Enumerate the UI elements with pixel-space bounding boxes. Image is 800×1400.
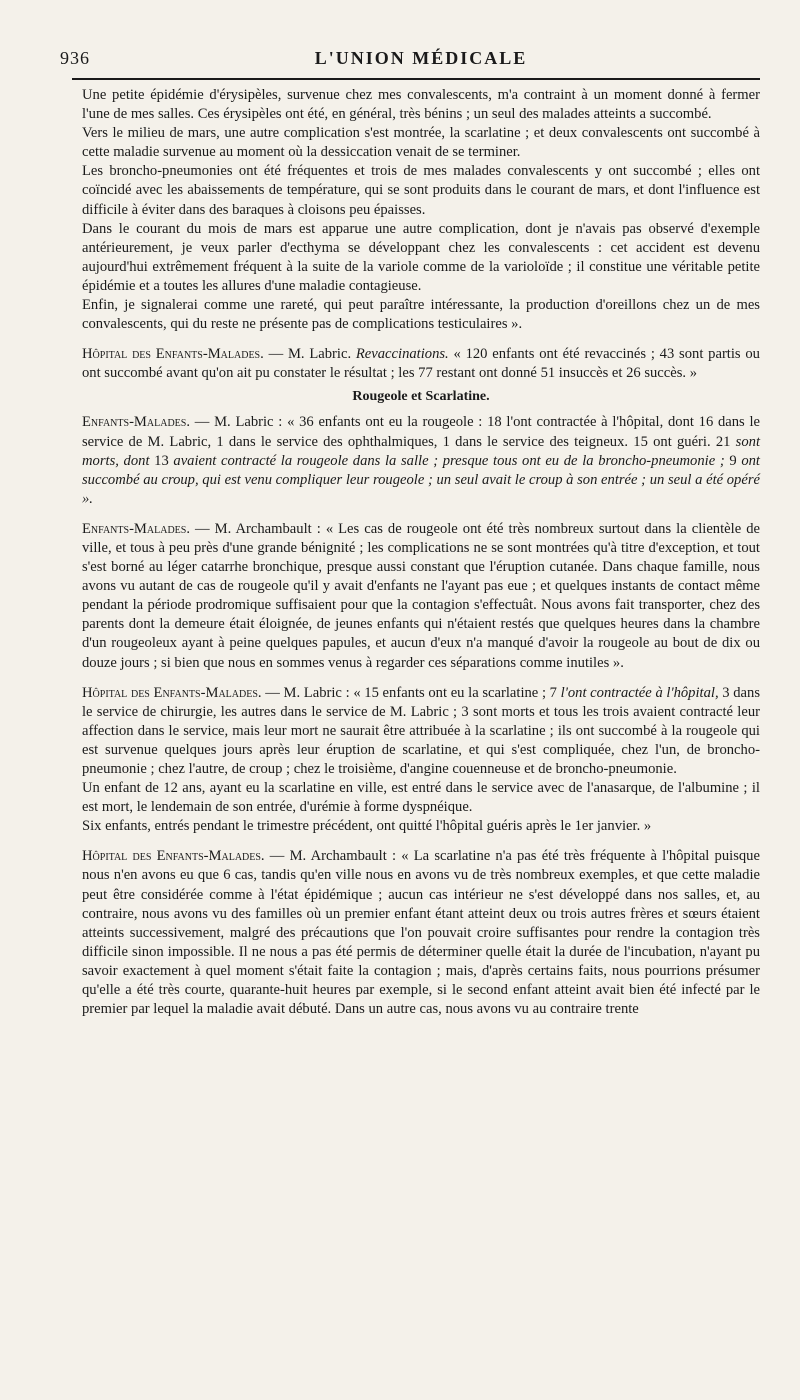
- rougeole-labric-italic-3: ont succombé au croup, qui est venu compliquer leur rougeole ; un seul avait le croup à son entrée ; un seul a été opéré ».: [82, 452, 760, 507]
- section-title: Rougeole et Scarlatine.: [352, 389, 490, 405]
- scarlatine-labric-text-2: 3 dans le service de chirurgie, les autres dans le service de M. Labric ; 3 sont morts et tous les trois avaient contracté leur affection dans le service, mais leur mort ne saurait être attribuée à la scarlatine ; ils ont succombé à la rougeole qui est survenue quelques jours après leur éruption de scarlatine, et qui s'est compliquée, chez l'un, de broncho-pneumonie ; chez l'autre, de croup ; chez le troisième, d'angine couenneuse et de broncho-pneumonie.: [82, 684, 761, 777]
- scarlatine-labric-text-1: « 15 enfants ont eu la scarlatine ; 7: [353, 684, 557, 701]
- rougeole-labric-italic-1: sont morts, dont: [82, 433, 760, 469]
- hospital-name: Hôpital des Enfants-Malades.: [82, 684, 262, 701]
- journal-title: L'UNION MÉDICALE: [314, 48, 528, 68]
- doctor-name: — M. Labric :: [265, 684, 350, 701]
- scarlatine-archambault-text: « La scarlatine n'a pas été très fréquente à l'hôpital puisque nous n'en avons eu que 6 cas, tandis qu'en ville nous en avons vu de très nombreux exemples, et que cette maladie peut être considérée comme à l'état épidémique ; aucun cas intérieur ne s'est développé dans nos salles, et, au contraire, nous avons vu des familles où un premier enfant étant atteint deux ou trois autres frères et sœurs étaient atteints successivement, malgré des précautions que l'on pouvait croire suffisantes pour rendre la contagion très difficile sinon impossible. Il ne nous a pas été permis de déterminer quelle était la durée de l'incubation, n'ayant pu savoir exactement à quel moment s'était faite la contagion ; mais, d'après certains faits, nous pourrions présumer qu'elle a été très courte, quarante-huit heures par exemple, si le second enfant atteint avait bien été infecté par le premier par lequel la maladie avait débuté. Dans un autre cas, nous avons vu au contraire trente: [82, 848, 760, 1018]
- paragraph-ecthyma: Dans le courant du mois de mars est apparue une autre complication, dont je n'avais pas observé d'exemple antérieurement, je veux parler d'ecthyma se développant chez les convalescents : cet accident est devenu aujourd'hui extrêmement fréquent à la suite de la variole comme de la varioloïde ; il constitue une véritable petite épidémie et a toutes les allures d'une maladie contagieuse.: [82, 220, 760, 294]
- paragraph-broncho-pneumonies: Les broncho-pneumonies ont été fréquentes et trois de mes malades convalescents y ont succombé ; elles ont coïncidé avec les abaissements de température, qui se sont produits dans le courant de mars, et dont l'influence est difficile à éviter dans des baraques à cloisons peu épaisses.: [82, 163, 760, 218]
- doctor-name: — M. Archambault :: [195, 520, 321, 537]
- revaccination-text: « 120 enfants ont été revaccinés ; 43 sont partis ou ont succombé avant qu'on ait pu constater le résultat ; les 77 restant ont donné 51 insuccès et 26 succès. »: [82, 346, 760, 382]
- rougeole-labric-number-13: 13: [154, 452, 169, 469]
- paragraph-anasarque: Un enfant de 12 ans, ayant eu la scarlatine en ville, est entré dans le service avec de l'anasarque, de l'albumine ; il est mort, le lendemain de son entrée, d'urémie à forme dyspnéique.: [82, 780, 760, 816]
- paragraph-scarlatine-archambault: [82, 847, 760, 1019]
- paragraph-revaccinations: [82, 345, 760, 383]
- paragraph-rougeole-labric: [82, 413, 760, 508]
- topic-label: Revaccinations.: [355, 346, 449, 363]
- page-header: [60, 42, 760, 72]
- header-rule: [72, 78, 760, 80]
- doctor-name: — M. Labric :: [194, 414, 283, 431]
- paragraph-oreillons: Enfin, je signalerai comme une rareté, qui peut paraître intéressante, la production d'oreillons chez un de mes convalescents, qui du reste ne présente pas de complications testiculaires ».: [82, 297, 760, 333]
- doctor-name: — M. Labric.: [268, 346, 352, 363]
- rougeole-archambault-text: « Les cas de rougeole ont été très nombreux surtout dans la clientèle de ville, et tous à peu près d'une grande bénignité ; les complications ne se sont montrées qu'à titre d'exception, et tout s'est borné au léger catarrhe bronchique, presque aussi constant que l'éruption cutanée. Dans chaque famille, nous avons vu autant de cas de rougeole qu'il y avait d'enfants ne l'ayant pas eue ; et quelques instants de contact même pendant la période prodromique suffisaient pour que la contagion s'effectuât. Nous avons fait transporter, chez des parents dont la demeure était éloignée, de jeunes enfants qui n'étaient restés que quelques heures dans la chambre d'un rougeoleux ayant à peine quelques papules, et aucun d'eux n'a manqué d'avoir la rougeole au bout de dix ou douze jours ; si bien que nous en sommes venus à regarder ces séparations comme inutiles ».: [82, 520, 760, 671]
- page-number: 936: [60, 48, 90, 68]
- rougeole-labric-text: « 36 enfants ont eu la rougeole : 18 l'ont contractée à l'hôpital, dont 16 dans le service de M. Labric, 1 dans le service des ophthalmiques, 1 dans le service des teigneux. 15 ont guéri. 21: [82, 414, 761, 450]
- rougeole-labric-italic-2: avaient contracté la rougeole dans la salle ; presque tous ont eu de la broncho-pneumonie ;: [173, 452, 725, 469]
- paragraph-erysipeles: Une petite épidémie d'érysipèles, survenue chez mes convalescents, m'a contraint à un moment donné à fermer l'une de mes salles. Ces érysipèles ont été, en général, très bénins ; un seul des malades atteints a succombé.: [82, 87, 760, 123]
- rougeole-labric-number-9: 9: [729, 452, 737, 469]
- hospital-name: Enfants-Malades.: [82, 414, 190, 431]
- hospital-name: Hôpital des Enfants-Malades.: [82, 848, 265, 865]
- paragraph-rougeole-archambault: [82, 520, 760, 673]
- paragraph-scarlatine-labric: [82, 684, 760, 779]
- doctor-name: — M. Archambault :: [269, 848, 397, 865]
- scarlatine-labric-italic: l'ont contractée à l'hôpital,: [560, 684, 719, 701]
- hospital-name: Hôpital des Enfants-Malades.: [82, 346, 264, 363]
- paragraph-scarlatine-complication: Vers le milieu de mars, une autre complication s'est montrée, la scarlatine ; et deux convalescents ont succombé à cette maladie survenue au moment où la dessiccation venait de se terminer.: [82, 125, 760, 161]
- hospital-name: Enfants-Malades.: [82, 520, 190, 537]
- paragraph-six-enfants: Six enfants, entrés pendant le trimestre précédent, ont quitté l'hôpital guéris après le 1er janvier. »: [82, 818, 652, 835]
